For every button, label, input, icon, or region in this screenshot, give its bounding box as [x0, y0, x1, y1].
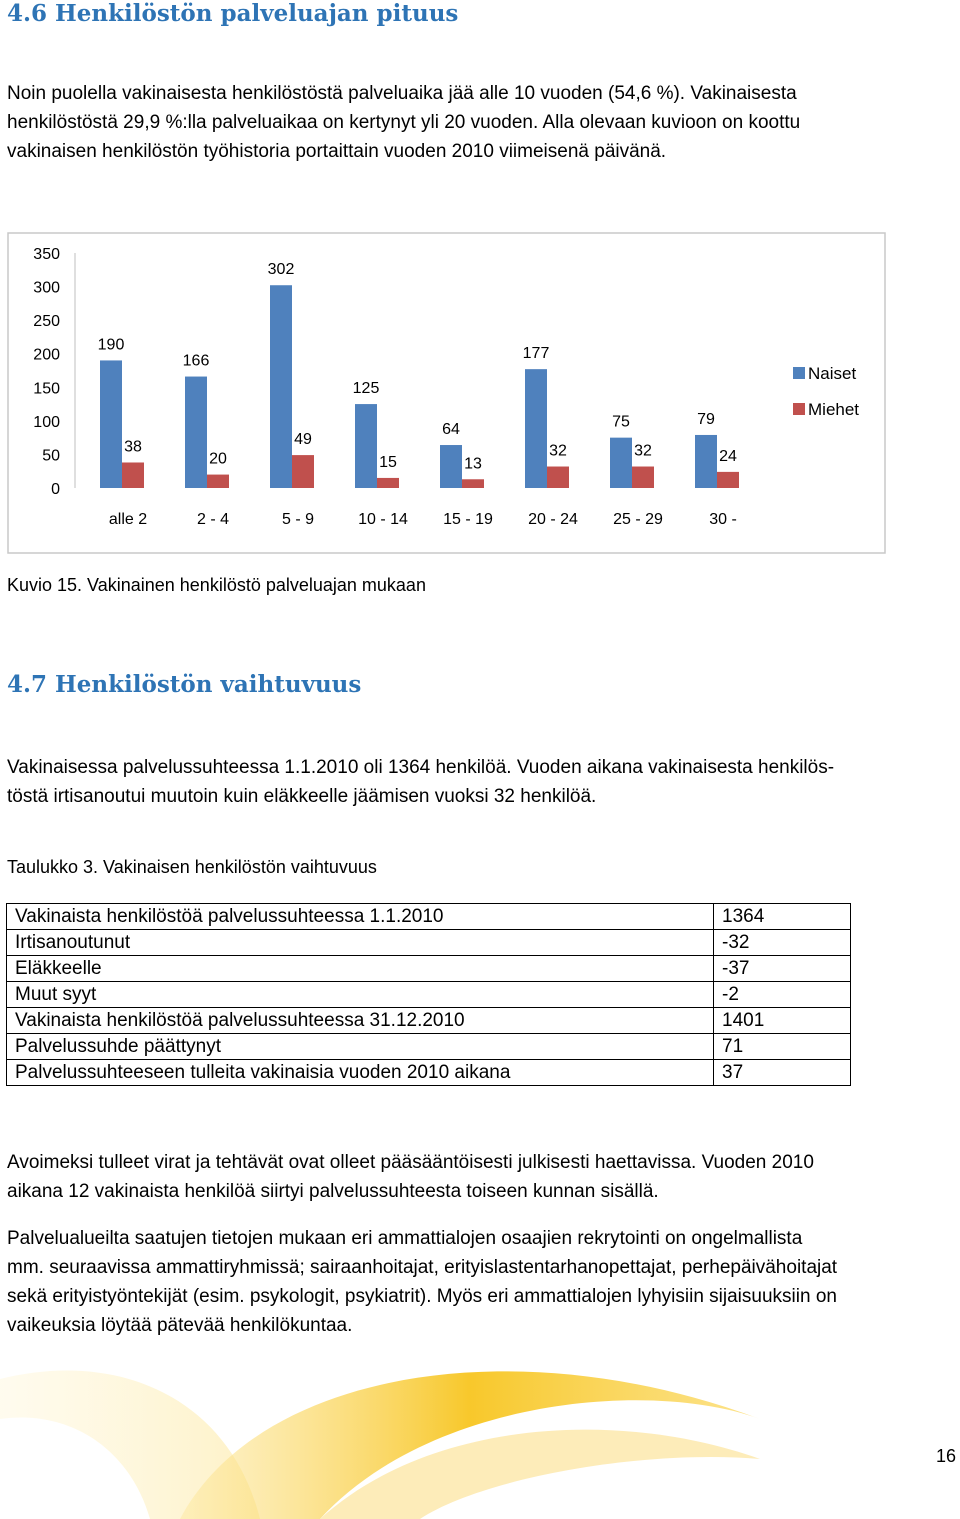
paragraph-line: vakinaisen henkilöstön työhistoria portaittain vuoden 2010 viimeisenä päivänä.	[7, 141, 667, 162]
data-label: 166	[182, 352, 210, 370]
turnover-table	[6, 903, 851, 1086]
recruitment-paragraph	[7, 1224, 955, 1340]
legend-swatch-naiset	[793, 367, 805, 379]
data-label: 38	[124, 438, 142, 456]
x-tick-label: 10 - 14	[358, 511, 408, 528]
x-tick-label: 25 - 29	[613, 511, 663, 528]
table-cell-label: Palvelussuhteeseen tulleita vakinaisia vuoden 2010 aikana	[7, 1060, 714, 1086]
data-label: 64	[442, 421, 460, 439]
bar-naiset	[355, 404, 377, 488]
table-cell-label: Vakinaista henkilöstöä palvelussuhteessa 31.12.2010	[7, 1008, 714, 1034]
section-heading-4-6: 4.6 Henkilöstön palveluajan pituus	[7, 0, 459, 27]
table-row	[7, 904, 851, 930]
data-label: 79	[697, 410, 715, 428]
legend-swatch-miehet	[793, 403, 805, 415]
paragraph-line: Palvelualueilta saatujen tietojen mukaan eri ammattialojen osaajien rekrytointi on ongelmallista	[7, 1228, 803, 1249]
table-caption: Taulukko 3. Vakinaisen henkilöstön vaihtuvuus	[7, 857, 377, 877]
figure-caption: Kuvio 15. Vakinainen henkilöstö palveluajan mukaan	[7, 575, 426, 595]
vacancies-paragraph	[7, 1148, 955, 1206]
bar-miehet	[717, 472, 739, 488]
bar-miehet	[292, 455, 314, 488]
table-cell-label: Palvelussuhde päättynyt	[7, 1034, 714, 1060]
data-label: 75	[612, 413, 630, 431]
x-tick-label: 2 - 4	[196, 511, 230, 528]
table-cell-label: Muut syyt	[7, 982, 714, 1008]
table-cell-value: -2	[714, 982, 851, 1008]
data-label: 125	[352, 380, 380, 398]
y-tick-label: 200	[33, 346, 60, 364]
y-tick-label: 150	[33, 380, 60, 398]
footer-swoosh-decoration	[0, 1339, 960, 1519]
intro-paragraph	[7, 79, 955, 166]
service-length-chart	[0, 225, 900, 560]
bar-miehet	[632, 467, 654, 488]
data-label: 15	[379, 453, 397, 471]
table-cell-value: 71	[714, 1034, 851, 1060]
table-row	[7, 1060, 851, 1086]
y-tick-label: 100	[33, 413, 60, 431]
y-tick-label: 350	[33, 246, 60, 263]
table-cell-value: 1364	[714, 904, 851, 930]
bar-naiset	[100, 360, 122, 488]
section-heading-4-7: 4.7 Henkilöstön vaihtuvuus	[7, 671, 362, 698]
bar-naiset	[440, 445, 462, 488]
x-tick-label: 5 - 9	[281, 511, 315, 528]
data-label: 177	[522, 345, 550, 363]
paragraph-line: sekä erityistyöntekijät (esim. psykologit, psykiatrit). Myös eri ammattialojen lyhyisiin sijaisuuksiin on	[7, 1286, 837, 1307]
x-tick-label: alle 2	[108, 511, 148, 528]
x-tick-label: 15 - 19	[443, 511, 493, 528]
paragraph-line: Noin puolella vakinaisesta henkilöstöstä palveluaika jää alle 10 vuoden (54,6 %). Vakinaisesta	[7, 83, 797, 104]
legend-label: Miehet	[808, 400, 860, 419]
y-tick-label: 50	[42, 447, 60, 465]
bar-naiset	[270, 285, 292, 488]
page-number: 16	[936, 1446, 957, 1466]
table-cell-label: Irtisanoutunut	[7, 930, 714, 956]
legend-label: Naiset	[808, 364, 857, 383]
bar-naiset	[525, 369, 547, 488]
chart-frame	[8, 233, 885, 553]
y-tick-label: 250	[33, 313, 60, 331]
table-cell-value: -37	[714, 956, 851, 982]
paragraph-line: henkilöstöstä 29,9 %:lla palveluaikaa on kertynyt yli 20 vuoden. Alla olevaan kuvioon on koottu	[7, 112, 801, 133]
data-label: 32	[634, 442, 652, 460]
table-row	[7, 982, 851, 1008]
paragraph-line: aikana 12 vakinaista henkilöä siirtyi palvelussuhteesta toiseen kunnan sisällä.	[7, 1181, 659, 1202]
table-row	[7, 956, 851, 982]
data-label: 49	[294, 431, 312, 449]
bar-miehet	[377, 478, 399, 488]
data-label: 190	[97, 336, 125, 354]
bar-miehet	[122, 462, 144, 488]
table-cell-value: -32	[714, 930, 851, 956]
turnover-paragraph	[7, 753, 955, 811]
table-row	[7, 1034, 851, 1060]
paragraph-line: vaikeuksia löytää pätevää henkilökuntaa.	[7, 1315, 353, 1336]
table-cell-value: 1401	[714, 1008, 851, 1034]
bar-miehet	[207, 475, 229, 488]
paragraph-line: Avoimeksi tulleet virat ja tehtävät ovat olleet pääsääntöisesti julkisesti haettavissa. Vuoden 2010	[7, 1152, 814, 1173]
table-cell-value: 37	[714, 1060, 851, 1086]
data-label: 20	[209, 450, 227, 468]
bar-naiset	[185, 377, 207, 488]
paragraph-line: töstä irtisanoutui muutoin kuin eläkkeelle jäämisen vuoksi 32 henkilöä.	[7, 786, 597, 807]
x-tick-label: 30 -	[709, 511, 737, 528]
bar-naiset	[610, 438, 632, 488]
y-tick-label: 0	[51, 481, 60, 498]
table-cell-label: Eläkkeelle	[7, 956, 714, 982]
y-tick-label: 300	[33, 279, 60, 297]
x-tick-label: 20 - 24	[528, 511, 578, 528]
table-cell-label: Vakinaista henkilöstöä palvelussuhteessa 1.1.2010	[7, 904, 714, 930]
table-row	[7, 930, 851, 956]
table-row	[7, 1008, 851, 1034]
bar-miehet	[462, 479, 484, 488]
data-label: 302	[267, 261, 295, 279]
bar-naiset	[695, 435, 717, 488]
data-label: 24	[719, 447, 737, 465]
bar-miehet	[547, 467, 569, 488]
paragraph-line: mm. seuraavissa ammattiryhmissä; sairaanhoitajat, erityislastentarhanopettajat, perhepäivähoitajat	[7, 1257, 838, 1278]
data-label: 13	[464, 455, 482, 473]
paragraph-line: Vakinaisessa palvelussuhteessa 1.1.2010 oli 1364 henkilöä. Vuoden aikana vakinaisesta henkilös-	[7, 757, 835, 778]
data-label: 32	[549, 442, 567, 460]
